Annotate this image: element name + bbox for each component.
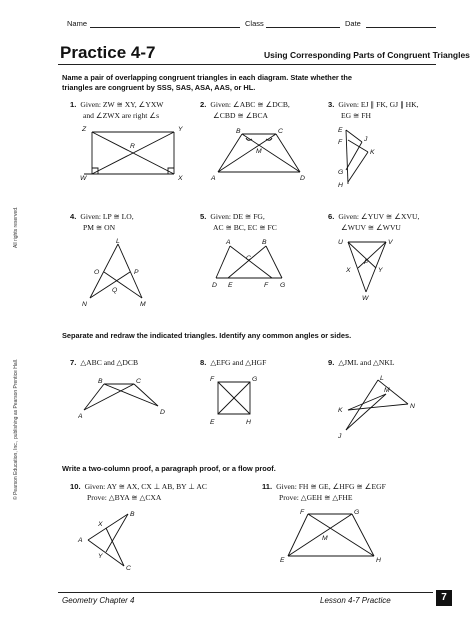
problem-6: 6. Given: ∠YUV ≅ ∠XVU, ∠WUV ≅ ∠WVU bbox=[328, 212, 420, 232]
label-b: B bbox=[262, 239, 267, 246]
section1-instruction: Name a pair of overlapping congruent triangles in each diagram. State whether the triangles are congruent by SSS, SAS, ASA, AAS, or HL. bbox=[62, 73, 352, 92]
diagram-1 bbox=[78, 122, 188, 184]
diagram-2 bbox=[208, 124, 308, 184]
label-r: R bbox=[130, 143, 135, 150]
label-h: H bbox=[338, 182, 343, 189]
label-d: D bbox=[160, 409, 165, 416]
name-label: Name bbox=[67, 19, 88, 28]
date-field[interactable] bbox=[366, 27, 436, 28]
label-j: J bbox=[338, 433, 342, 440]
diagram-7 bbox=[78, 374, 168, 420]
diagram-10 bbox=[76, 506, 142, 572]
diagram-11 bbox=[278, 506, 388, 564]
label-a: A bbox=[211, 175, 216, 182]
label-k: K bbox=[338, 407, 343, 414]
label-b: B bbox=[130, 511, 135, 518]
label-f: F bbox=[338, 139, 343, 146]
diagram-3 bbox=[332, 124, 392, 190]
label-e: E bbox=[210, 419, 215, 426]
label-u: U bbox=[338, 239, 343, 246]
problem-3: 3. Given: EJ ∥ FK, GJ ∥ HK, EG ≅ FH bbox=[328, 100, 419, 120]
label-n: N bbox=[82, 301, 87, 308]
page-subtitle: Using Corresponding Parts of Congruent Triangles bbox=[264, 50, 470, 60]
label-e: E bbox=[280, 557, 285, 564]
footer-rule bbox=[58, 592, 433, 593]
label-j: J bbox=[364, 136, 368, 143]
label-b: B bbox=[98, 378, 103, 385]
label-w: W bbox=[362, 295, 369, 302]
label-m: M bbox=[256, 148, 262, 155]
label-c: C bbox=[126, 565, 131, 572]
class-label: Class bbox=[245, 19, 264, 28]
label-w: W bbox=[80, 175, 87, 182]
label-f: F bbox=[210, 376, 215, 383]
label-e: E bbox=[228, 282, 233, 289]
label-a: A bbox=[226, 239, 231, 246]
label-c: C bbox=[136, 378, 141, 385]
label-l: L bbox=[116, 238, 120, 245]
label-n: N bbox=[410, 403, 415, 410]
label-g: G bbox=[252, 376, 258, 383]
problem-2: 2. Given: ∠ABC ≅ ∠DCB, ∠CBD ≅ ∠BCA bbox=[200, 100, 290, 120]
label-b: B bbox=[236, 128, 241, 135]
label-m: M bbox=[140, 301, 146, 308]
label-y: Y bbox=[98, 553, 103, 560]
page-number: 7 bbox=[436, 590, 452, 606]
label-o: O bbox=[94, 269, 100, 276]
problem-10: 10. Given: AY ≅ AX, CX ⊥ AB, BY ⊥ AC Prove: △BYA ≅ △CXA bbox=[70, 482, 207, 502]
diagram-6 bbox=[336, 234, 406, 304]
label-x: X bbox=[178, 175, 183, 182]
section3-instruction: Write a two-column proof, a paragraph proof, or a flow proof. bbox=[62, 464, 276, 473]
section2-instruction: Separate and redraw the indicated triangles. Identify any common angles or sides. bbox=[62, 331, 352, 340]
label-q: Q bbox=[112, 287, 118, 294]
label-h: H bbox=[376, 557, 381, 564]
footer-left: Geometry Chapter 4 bbox=[62, 596, 135, 605]
label-c: C bbox=[246, 255, 251, 262]
diagram-5 bbox=[206, 234, 296, 294]
problem-8: 8. △EFG and △HGF bbox=[200, 358, 267, 367]
title-rule bbox=[58, 64, 436, 65]
label-m: M bbox=[322, 535, 328, 542]
problem-1: 1. Given: ZW ≅ XY, ∠YXW and ∠ZWX are right ∠s bbox=[70, 100, 164, 120]
label-m: M bbox=[384, 387, 390, 394]
label-v: V bbox=[388, 239, 393, 246]
label-x: X bbox=[346, 267, 351, 274]
problem-4: 4. Given: LP ≅ LO, PM ≅ ON bbox=[70, 212, 134, 232]
problem-11: 11. Given: FH ≅ GE, ∠HFG ≅ ∠EGF Prove: △GEH ≅ △FHE bbox=[262, 482, 386, 502]
diagram-9 bbox=[332, 372, 422, 442]
footer-right: Lesson 4-7 Practice bbox=[320, 596, 391, 605]
label-g: G bbox=[338, 169, 344, 176]
copyright-text: © Pearson Education, Inc., publishing as Pearson Prentice Hall. bbox=[13, 358, 19, 500]
label-a: A bbox=[78, 413, 83, 420]
problem-9: 9. △JML and △NKL bbox=[328, 358, 395, 367]
problem-7: 7. △ABC and △DCB bbox=[70, 358, 139, 367]
label-g: G bbox=[280, 282, 286, 289]
label-e: E bbox=[338, 127, 343, 134]
name-field[interactable] bbox=[90, 27, 240, 28]
label-y: Y bbox=[378, 267, 383, 274]
label-k: K bbox=[370, 149, 375, 156]
rights-text: All rights reserved. bbox=[13, 206, 19, 248]
label-y: Y bbox=[178, 126, 183, 133]
label-g: G bbox=[354, 509, 360, 516]
label-d: D bbox=[300, 175, 305, 182]
label-p: P bbox=[134, 269, 139, 276]
page-title: Practice 4-7 bbox=[60, 43, 156, 62]
problem-5: 5. Given: DE ≅ FG, AC ≅ BC, EC ≅ FC bbox=[200, 212, 277, 232]
label-x: X bbox=[98, 521, 103, 528]
label-d: D bbox=[212, 282, 217, 289]
label-p: P bbox=[364, 259, 369, 266]
diagram-8 bbox=[206, 372, 266, 428]
label-l: L bbox=[380, 375, 384, 382]
label-a: A bbox=[78, 537, 83, 544]
label-z: Z bbox=[82, 126, 87, 133]
class-field[interactable] bbox=[266, 27, 340, 28]
label-f: F bbox=[300, 509, 305, 516]
date-label: Date bbox=[345, 19, 361, 28]
diagram-4 bbox=[80, 234, 160, 310]
label-h: H bbox=[246, 419, 251, 426]
label-c: C bbox=[278, 128, 283, 135]
label-f: F bbox=[264, 282, 269, 289]
